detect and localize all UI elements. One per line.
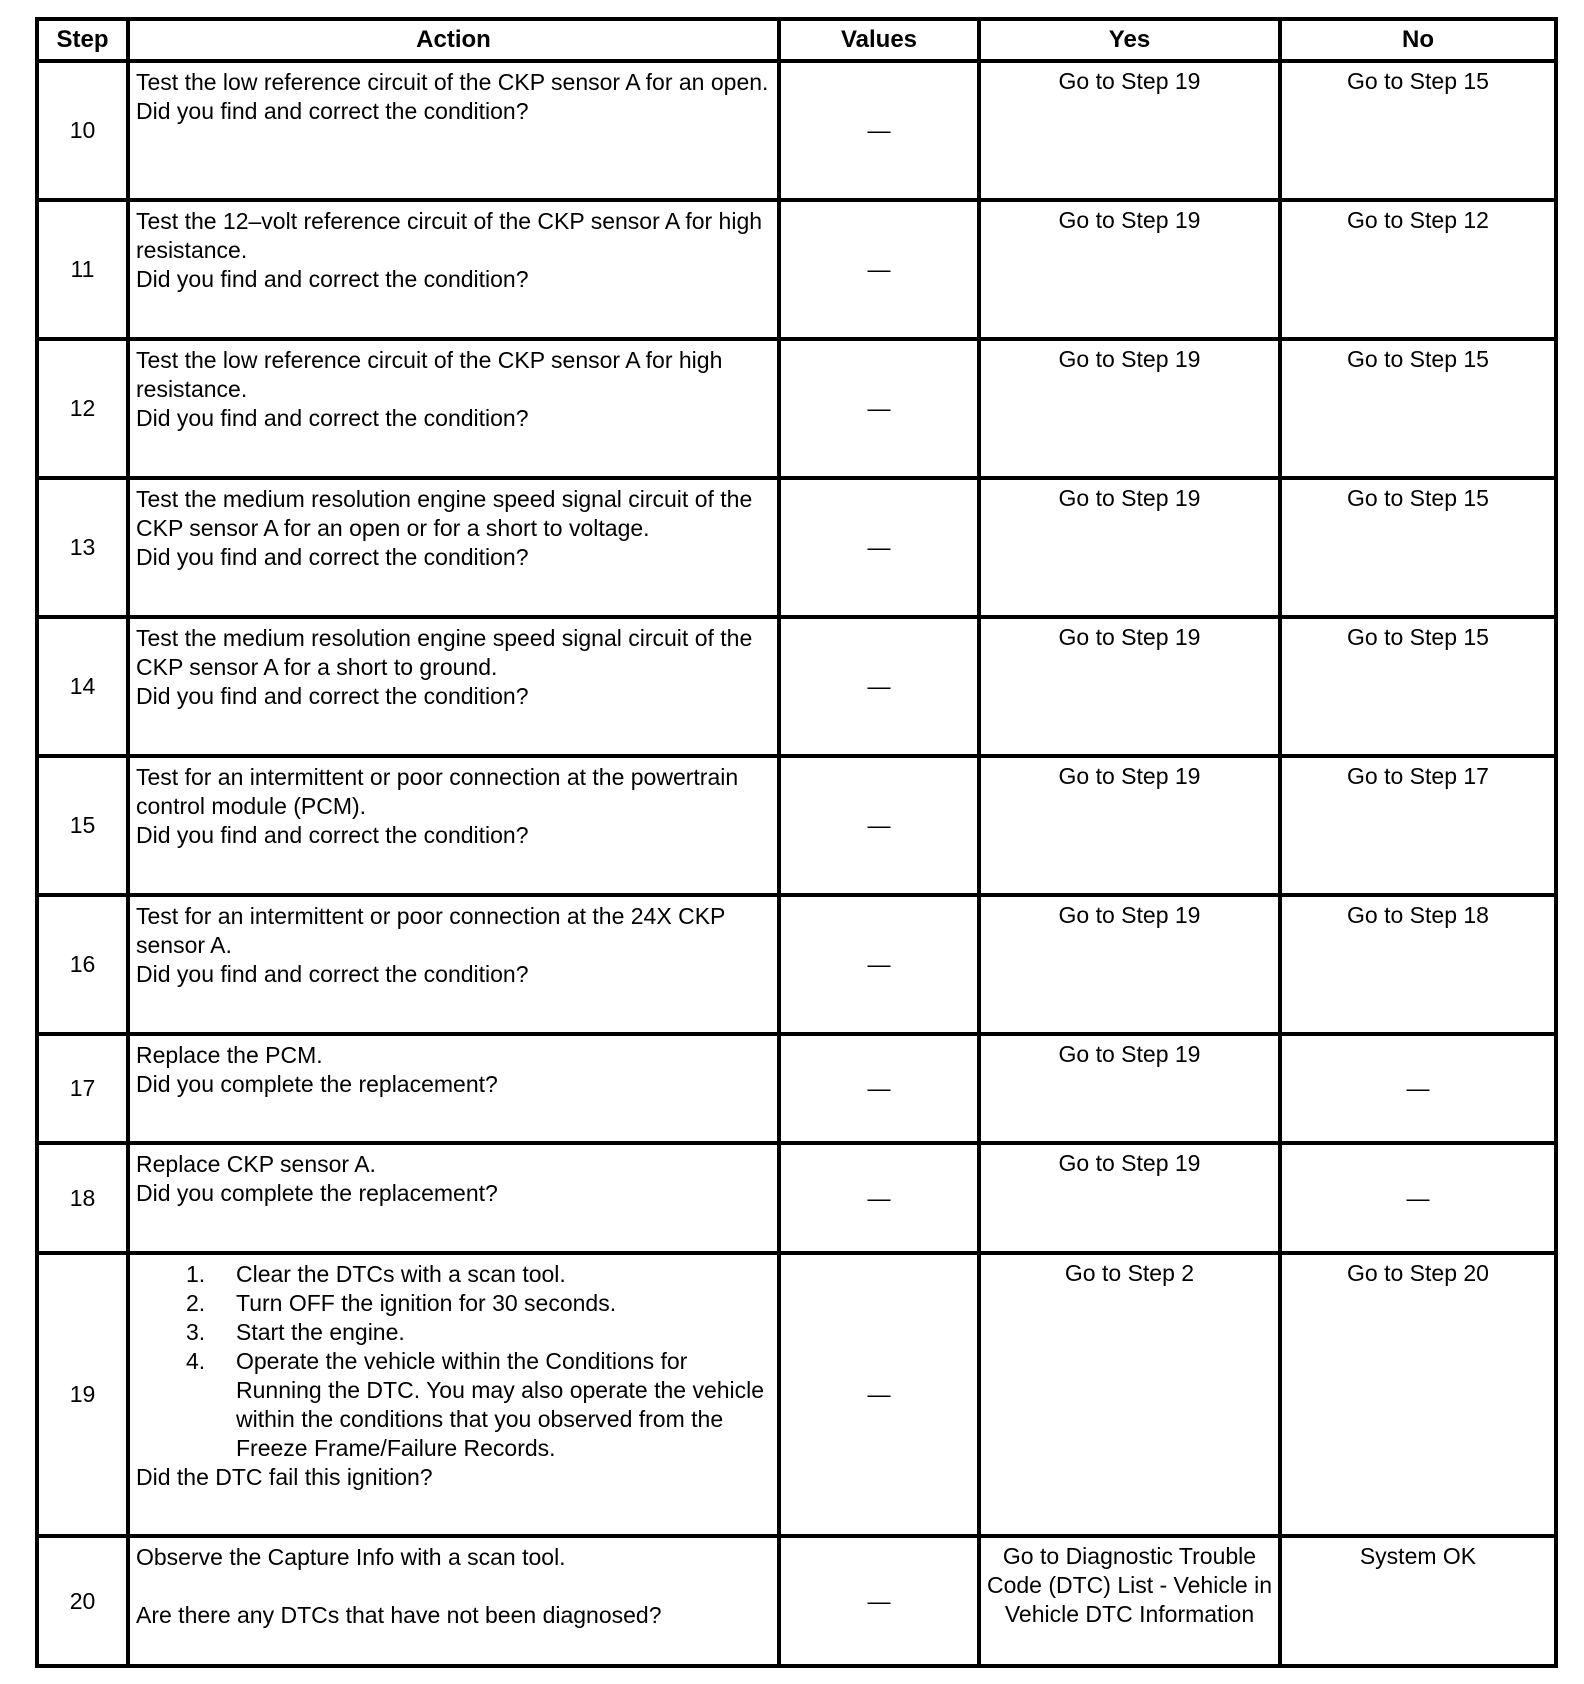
table-row (37, 478, 1556, 617)
action-text: Test the medium resolution engine speed signal circuit of the CKP sensor A for a short to ground. (136, 625, 753, 680)
table-row (37, 1034, 1556, 1143)
yes-cell (979, 1536, 1280, 1666)
values-cell: — (779, 200, 979, 339)
action-question: Did you find and correct the condition? (136, 544, 529, 570)
no-cell: — (1280, 1034, 1556, 1143)
table-row (37, 895, 1556, 1034)
values-cell: — (779, 339, 979, 478)
header-row (37, 19, 1556, 61)
list-item (186, 1318, 771, 1347)
values-cell: — (779, 1143, 979, 1253)
action-text: Test for an intermittent or poor connection at the 24X CKP sensor A. (136, 903, 725, 958)
action-cell (128, 1536, 779, 1666)
values-cell: — (779, 895, 979, 1034)
action-question: Did you find and correct the condition? (136, 822, 529, 848)
step-number: 11 (37, 200, 128, 339)
action-text: Test for an intermittent or poor connection at the powertrain control module (PCM). (136, 764, 739, 819)
no-text: Go to Step 17 (1347, 763, 1489, 789)
values-cell: — (779, 61, 979, 200)
header-no: No (1280, 19, 1556, 61)
table-row (37, 61, 1556, 200)
no-text: Go to Step 12 (1347, 207, 1489, 233)
table-row (37, 1536, 1556, 1666)
no-cell (1280, 61, 1556, 200)
action-cell (128, 1143, 779, 1253)
list-number: 1. (186, 1261, 206, 1287)
yes-text: Go to Step 2 (1064, 1260, 1195, 1286)
yes-cell (979, 339, 1280, 478)
step-number: 13 (37, 478, 128, 617)
diagnostic-table (35, 17, 1558, 1668)
yes-cell (979, 756, 1280, 895)
step-number: 17 (37, 1034, 128, 1143)
no-cell (1280, 756, 1556, 895)
list-item (186, 1289, 771, 1318)
no-text: System OK (1359, 1543, 1477, 1569)
action-text: Test the medium resolution engine speed signal circuit of the CKP sensor A for an open or for a short to voltage. (136, 486, 753, 541)
action-cell (128, 478, 779, 617)
action-cell (128, 756, 779, 895)
yes-text: Go to Step 19 (1058, 1041, 1201, 1067)
action-text: Observe the Capture Info with a scan tool. (136, 1544, 566, 1570)
action-cell (128, 1253, 779, 1536)
yes-link-text: Go to Diagnostic Trouble Code (DTC) List - Vehicle in Vehicle DTC Information (986, 1543, 1273, 1627)
action-question: Did you complete the replacement? (136, 1071, 498, 1097)
yes-cell (979, 1143, 1280, 1253)
list-item (186, 1260, 771, 1289)
action-text: Test the 12–volt reference circuit of the CKP sensor A for high resistance. (136, 208, 763, 263)
action-cell (128, 895, 779, 1034)
yes-cell (979, 1034, 1280, 1143)
list-text: Turn OFF the ignition for 30 seconds. (236, 1290, 617, 1316)
table-row (37, 617, 1556, 756)
action-text: Replace CKP sensor A. (136, 1151, 376, 1177)
action-question: Did you find and correct the condition? (136, 683, 529, 709)
list-text: Operate the vehicle within the Conditions for Running the DTC. You may also operate the vehicle within the conditions that you observed from the Freeze Frame/Failure Records. (236, 1348, 765, 1461)
no-cell (1280, 1536, 1556, 1666)
values-cell: — (779, 1536, 979, 1666)
no-cell (1280, 617, 1556, 756)
list-text: Clear the DTCs with a scan tool. (236, 1261, 566, 1287)
values-cell: — (779, 1034, 979, 1143)
no-text: Go to Step 15 (1347, 485, 1489, 511)
values-cell: — (779, 1253, 979, 1536)
no-text: Go to Step 15 (1347, 68, 1489, 94)
no-text: Go to Step 15 (1347, 624, 1489, 650)
table-row (37, 1143, 1556, 1253)
step-number: 19 (37, 1253, 128, 1536)
action-question: Are there any DTCs that have not been diagnosed? (136, 1602, 662, 1628)
no-text: Go to Step 18 (1347, 902, 1489, 928)
action-question: Did you find and correct the condition? (136, 266, 529, 292)
step-number: 20 (37, 1536, 128, 1666)
action-question: Did you complete the replacement? (136, 1180, 498, 1206)
yes-cell (979, 1253, 1280, 1536)
header-step: Step (37, 19, 128, 61)
yes-cell (979, 617, 1280, 756)
no-cell (1280, 895, 1556, 1034)
table-row (37, 1253, 1556, 1536)
action-question: Did you find and correct the condition? (136, 961, 529, 987)
no-text: Go to Step 20 (1347, 1260, 1489, 1286)
no-cell (1280, 478, 1556, 617)
step-number: 12 (37, 339, 128, 478)
yes-text: Go to Step 19 (1058, 902, 1201, 928)
header-values: Values (779, 19, 979, 61)
step-number: 16 (37, 895, 128, 1034)
action-question: Did the DTC fail this ignition? (136, 1464, 433, 1490)
no-cell: — (1280, 1143, 1556, 1253)
table-row (37, 756, 1556, 895)
header-yes: Yes (979, 19, 1280, 61)
yes-text: Go to Step 19 (1058, 485, 1201, 511)
yes-cell (979, 200, 1280, 339)
step-number: 10 (37, 61, 128, 200)
action-question: Did you find and correct the condition? (136, 98, 529, 124)
values-cell: — (779, 756, 979, 895)
yes-cell (979, 61, 1280, 200)
values-cell: — (779, 478, 979, 617)
action-text: Test the low reference circuit of the CKP sensor A for an open. (136, 69, 769, 95)
yes-text: Go to Step 19 (1058, 763, 1201, 789)
list-text: Start the engine. (236, 1319, 405, 1345)
action-text: Test the low reference circuit of the CKP sensor A for high resistance. (136, 347, 723, 402)
numbered-steps (136, 1260, 771, 1463)
header-action: Action (128, 19, 779, 61)
action-cell (128, 200, 779, 339)
list-item (186, 1347, 771, 1463)
no-text: Go to Step 15 (1347, 346, 1489, 372)
step-number: 18 (37, 1143, 128, 1253)
table-row (37, 339, 1556, 478)
action-cell (128, 61, 779, 200)
step-number: 14 (37, 617, 128, 756)
no-cell (1280, 200, 1556, 339)
table-row (37, 200, 1556, 339)
no-cell (1280, 1253, 1556, 1536)
values-cell: — (779, 617, 979, 756)
action-cell (128, 339, 779, 478)
yes-text: Go to Step 19 (1058, 624, 1201, 650)
action-question: Did you find and correct the condition? (136, 405, 529, 431)
list-number: 2. (186, 1290, 206, 1316)
no-cell (1280, 339, 1556, 478)
yes-cell (979, 895, 1280, 1034)
action-text: Replace the PCM. (136, 1042, 323, 1068)
action-cell (128, 1034, 779, 1143)
yes-cell (979, 478, 1280, 617)
yes-text: Go to Step 19 (1058, 68, 1201, 94)
step-number: 15 (37, 756, 128, 895)
action-cell (128, 617, 779, 756)
yes-text: Go to Step 19 (1058, 207, 1201, 233)
list-number: 4. (186, 1348, 206, 1374)
yes-text: Go to Step 19 (1058, 346, 1201, 372)
list-number: 3. (186, 1319, 206, 1345)
yes-text: Go to Step 19 (1058, 1150, 1201, 1176)
